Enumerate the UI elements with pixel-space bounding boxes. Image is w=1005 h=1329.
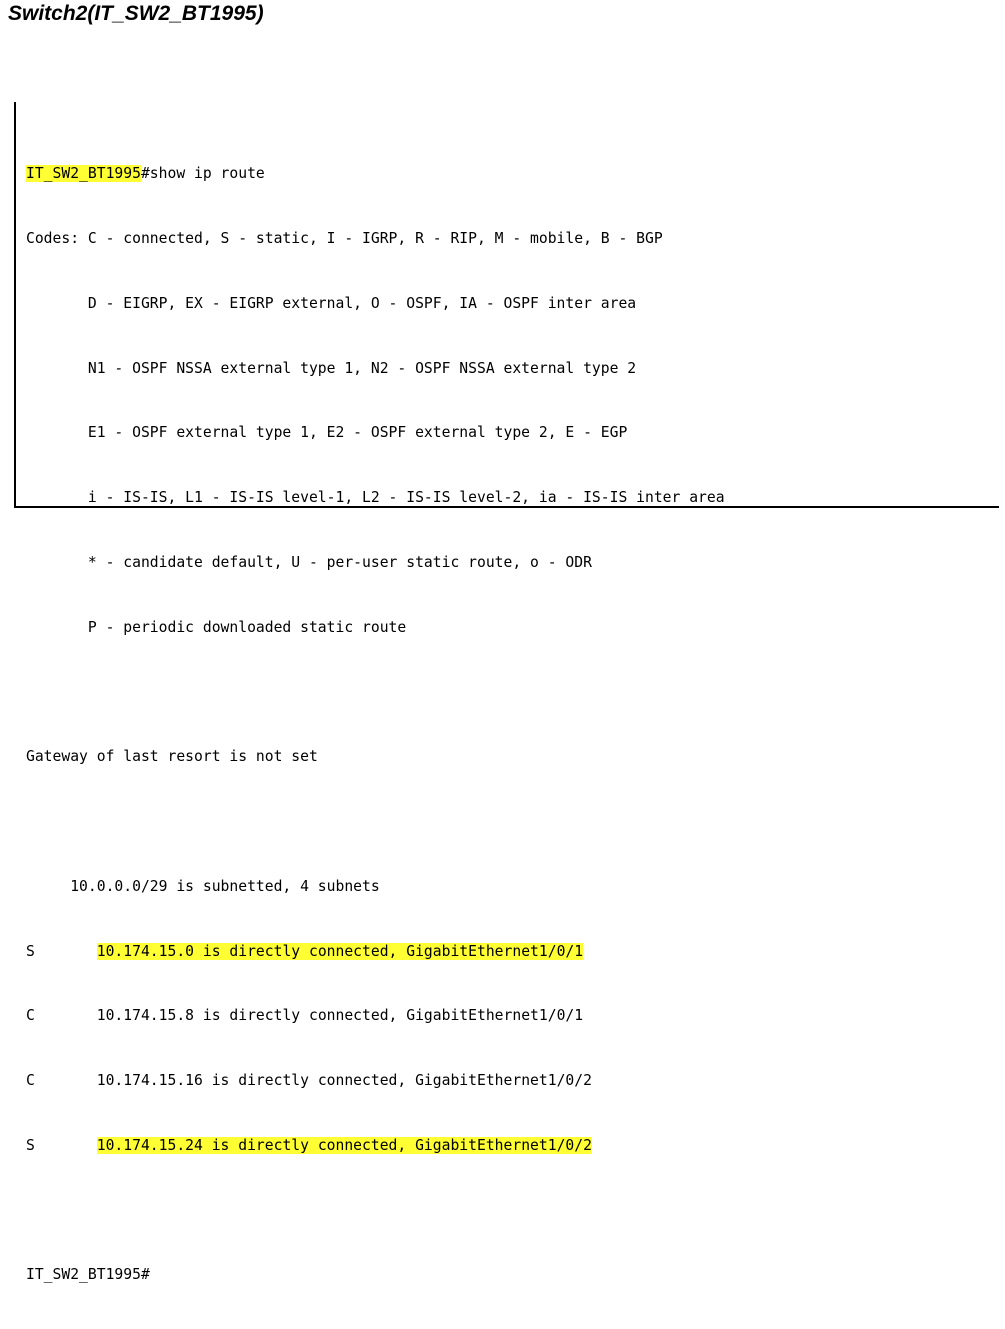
codes-line: i - IS-IS, L1 - IS-IS level-1, L2 - IS-IS level-2, ia - IS-IS inter area	[26, 489, 725, 507]
prompt-host: IT_SW2_BT1995	[26, 165, 141, 183]
route-entry	[26, 1005, 725, 1027]
codes-line: E1 - OSPF external type 1, E2 - OSPF external type 2, E - EGP	[26, 424, 628, 442]
command-text: #show ip route	[140, 165, 265, 183]
terminal-window[interactable]	[14, 102, 999, 1284]
codes-line: N1 - OSPF NSSA external type 1, N2 - OSPF NSSA external type 2	[26, 359, 637, 377]
codes-line: P - periodic downloaded static route	[26, 618, 407, 636]
gateway-line: Gateway of last resort is not set	[26, 748, 318, 766]
route-code: C	[26, 1072, 35, 1090]
route-text: 10.174.15.16 is directly connected, GigabitEthernet1/0/2	[96, 1072, 592, 1090]
codes-line: * - candidate default, U - per-user static route, o - ODR	[26, 553, 592, 571]
route-code: S	[26, 1136, 35, 1154]
route-indent	[35, 1007, 97, 1024]
route-text: 10.174.15.8 is directly connected, GigabitEthernet1/0/1	[96, 1007, 584, 1025]
codes-line: D - EIGRP, EX - EIGRP external, O - OSPF, IA - OSPF inter area	[26, 294, 637, 312]
route-entry	[26, 1135, 725, 1157]
command-line	[26, 163, 725, 185]
terminal-output	[26, 120, 725, 1329]
blank-line	[26, 681, 725, 703]
route-entry	[26, 941, 725, 963]
final-prompt[interactable]: IT_SW2_BT1995#	[26, 1266, 150, 1284]
subnet-summary-line: 10.0.0.0/29 is subnetted, 4 subnets	[26, 877, 380, 895]
codes-line: Codes: C - connected, S - static, I - IGRP, R - RIP, M - mobile, B - BGP	[26, 229, 663, 247]
blank-line	[26, 811, 725, 833]
route-indent	[35, 1072, 97, 1089]
route-indent	[35, 1137, 97, 1154]
route-code: S	[26, 942, 35, 960]
blank-line	[26, 1200, 725, 1222]
page-heading: Switch2(IT_SW2_BT1995)	[8, 2, 264, 25]
route-text: 10.174.15.0 is directly connected, GigabitEthernet1/0/1	[96, 942, 584, 960]
route-code: C	[26, 1007, 35, 1025]
route-text: 10.174.15.24 is directly connected, GigabitEthernet1/0/2	[96, 1136, 592, 1154]
route-entry	[26, 1070, 725, 1092]
route-indent	[35, 943, 97, 960]
